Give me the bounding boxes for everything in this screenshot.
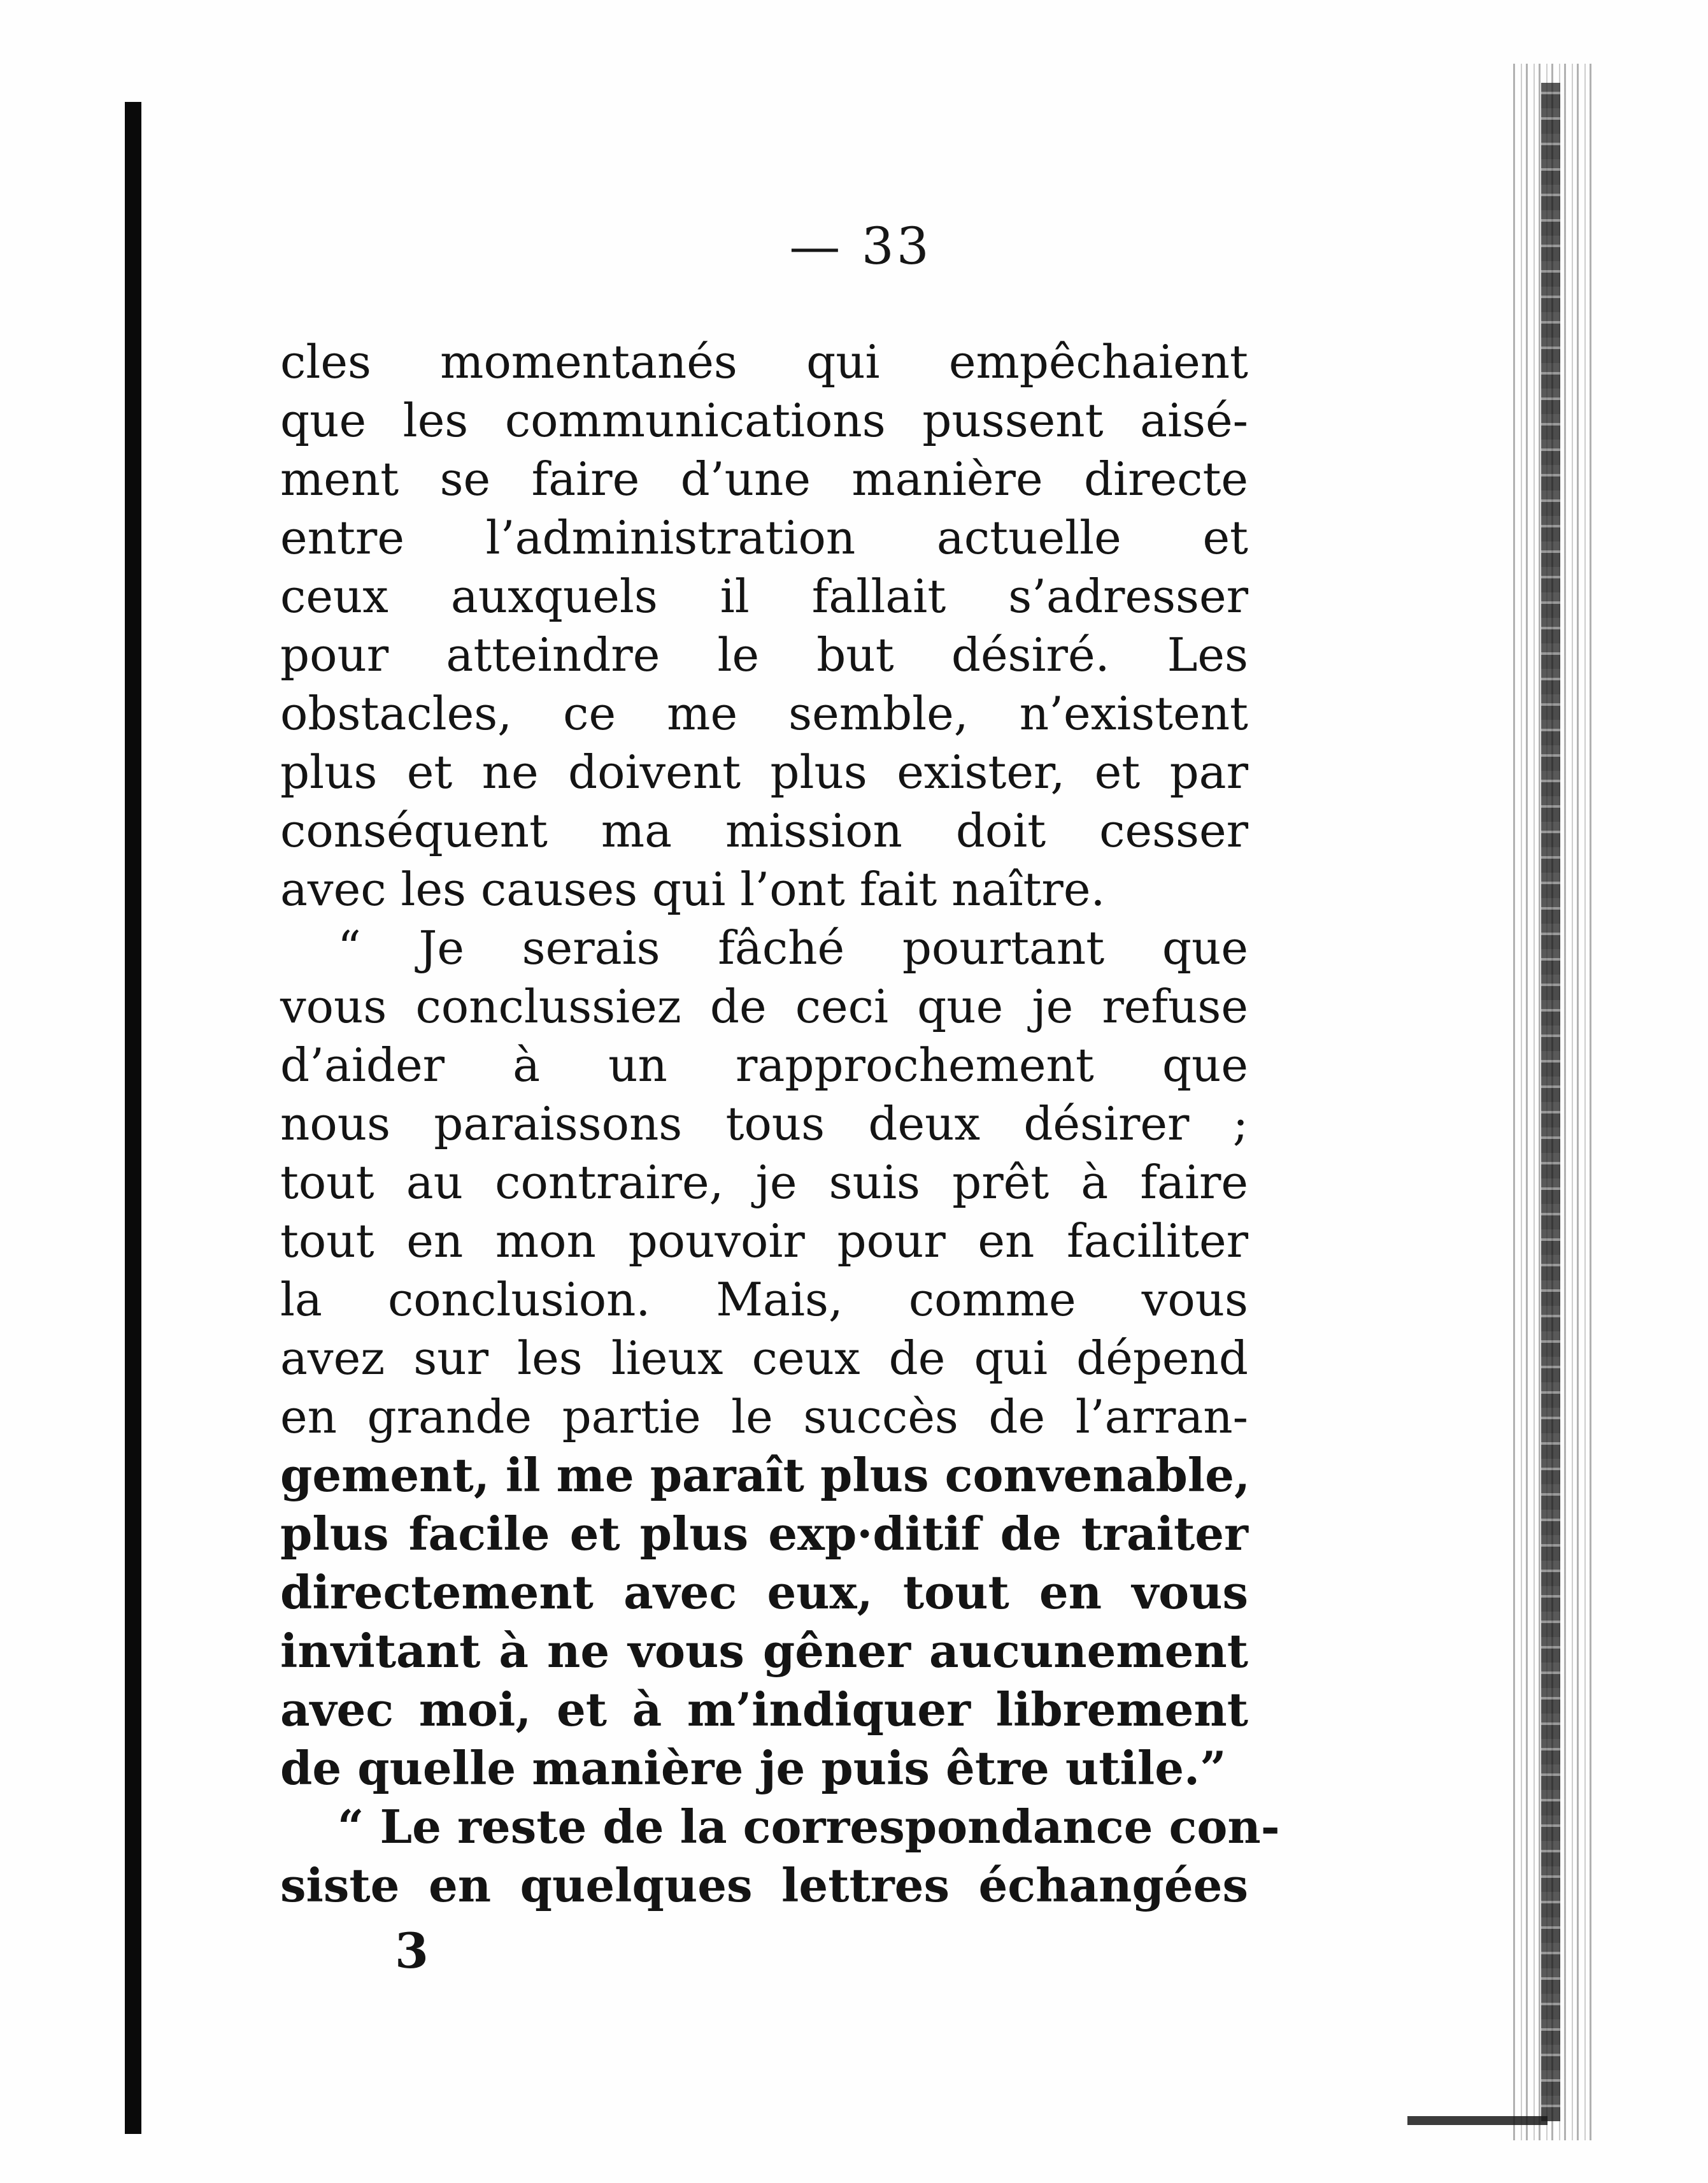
body-text (280, 333, 1280, 1915)
text-line: de quelle manière je puis être utile.” (280, 1741, 1227, 1795)
signature-mark: 3 (395, 1922, 429, 1979)
text-line: directement avec eux, tout en vous (280, 1565, 1248, 1619)
text-line: conséquent ma mission doit cesser (280, 804, 1248, 857)
text-line: “ Le reste de la correspondance con- (338, 1800, 1280, 1854)
text-line: plus facile et plus exp·ditif de traiter (280, 1507, 1248, 1561)
text-line: ceux auxquels il fallait s’adresser (280, 569, 1248, 623)
scan-artifact (1407, 2116, 1548, 2125)
binding-shadow (125, 102, 141, 2134)
text-line: siste en quelques lettres échangées (280, 1858, 1248, 1912)
text-line: en grande partie le succès de l’arran- (280, 1390, 1248, 1443)
text-line: avec les causes qui l’ont fait naître. (280, 862, 1106, 916)
text-line: gement, il me paraît plus convenable, (280, 1448, 1251, 1502)
page-number: — 33 (789, 217, 932, 276)
page-edge-dark (1541, 83, 1560, 2121)
text-line: “ Je serais fâché pourtant que (338, 921, 1248, 975)
text-line: entre l’administration actuelle et (280, 511, 1248, 564)
text-line: pour atteindre le but désiré. Les (280, 628, 1248, 682)
text-line: plus et ne doivent plus exister, et par (280, 745, 1248, 799)
text-line: vous conclussiez de ceci que je refuse (280, 980, 1248, 1033)
text-line: ment se faire d’une manière directe (280, 452, 1248, 506)
text-line: la conclusion. Mais, comme vous (280, 1273, 1248, 1326)
text-line: d’aider à un rapprochement que (280, 1038, 1248, 1092)
text-line: avez sur les lieux ceux de qui dépend (280, 1331, 1248, 1385)
text-line: nous paraissons tous deux désirer ; (280, 1097, 1248, 1150)
text-line: invitant à ne vous gêner aucunement (280, 1624, 1248, 1678)
text-line: cles momentanés qui empêchaient (280, 335, 1248, 389)
text-line: tout au contraire, je suis prêt à faire (280, 1156, 1248, 1209)
text-line: obstacles, ce me semble, n’existent (280, 687, 1248, 740)
text-line: que les communications pussent aisé- (280, 394, 1248, 447)
text-line: avec moi, et à m’indiquer librement (280, 1682, 1248, 1736)
text-line: tout en mon pouvoir pour en faciliter (280, 1214, 1248, 1268)
